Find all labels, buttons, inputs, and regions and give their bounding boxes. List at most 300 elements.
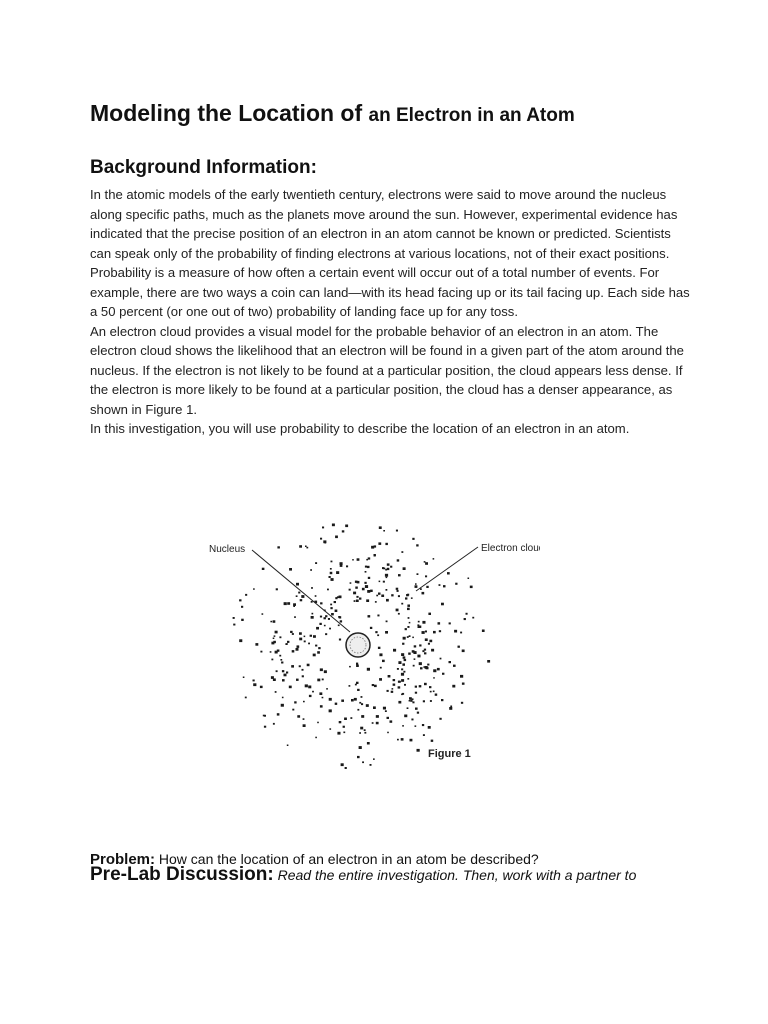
electron-cloud-diagram — [200, 505, 540, 815]
problem-label: Problem: — [90, 851, 156, 868]
electron-dot — [357, 689, 360, 691]
page-title — [90, 92, 575, 129]
electron-dot — [311, 587, 313, 589]
electron-dot — [324, 625, 326, 627]
electron-dot — [414, 658, 416, 660]
electron-dot — [262, 613, 264, 615]
electron-dot — [368, 577, 370, 579]
electron-dot — [320, 705, 323, 707]
electron-dot — [351, 699, 354, 702]
electron-dot — [350, 717, 352, 719]
electron-dot — [462, 683, 465, 685]
electron-dot — [373, 706, 376, 709]
electron-dot — [397, 739, 399, 741]
electron-dot — [398, 661, 401, 664]
electron-dot — [440, 658, 442, 660]
electron-dot — [319, 623, 321, 625]
electron-dot — [356, 663, 358, 665]
electron-dot — [305, 684, 308, 687]
electron-dot — [332, 524, 335, 527]
electron-dot — [409, 635, 411, 637]
electron-dot — [382, 567, 384, 569]
electron-dot — [407, 608, 410, 610]
electron-dot — [382, 660, 385, 662]
electron-dot — [428, 726, 431, 729]
electron-dot — [303, 718, 305, 720]
electron-dot — [466, 613, 468, 615]
electron-dot — [271, 659, 273, 661]
electron-dot — [383, 581, 385, 583]
electron-dot — [420, 667, 423, 669]
electron-dot — [359, 732, 361, 734]
electron-dot — [398, 613, 400, 615]
electron-dot — [398, 701, 401, 704]
electron-dot — [441, 699, 443, 701]
electron-dot — [253, 680, 255, 682]
electron-dot — [273, 678, 276, 681]
electron-dot — [413, 665, 415, 667]
electron-dot — [461, 702, 463, 704]
electron-dot — [329, 728, 331, 730]
electron-dot — [387, 563, 390, 565]
electron-dot — [308, 643, 310, 645]
electron-dot — [279, 655, 281, 657]
electron-cloud-label: Electron cloud — [481, 543, 540, 554]
electron-dot — [239, 599, 241, 601]
electron-dot — [335, 597, 337, 599]
electron-dot — [362, 761, 364, 763]
electron-dot — [335, 703, 338, 705]
electron-dot — [320, 668, 323, 671]
electron-dot — [449, 707, 452, 710]
electron-dot — [299, 545, 302, 548]
electron-dot — [370, 764, 372, 766]
electron-dot — [275, 631, 278, 634]
electron-dot — [356, 596, 358, 598]
electron-dot — [355, 581, 358, 583]
electron-dot — [462, 650, 465, 653]
electron-dot — [397, 668, 399, 670]
electron-dot — [356, 682, 359, 684]
electron-dot — [411, 597, 413, 599]
prelab-discussion — [90, 864, 636, 886]
electron-dot — [357, 558, 360, 561]
electron-dot — [415, 585, 418, 588]
electron-dot — [409, 700, 411, 702]
electron-dot — [376, 715, 379, 718]
electron-dot — [403, 671, 405, 673]
electron-dot — [329, 698, 332, 701]
electron-dot — [279, 636, 281, 638]
electron-dot — [277, 713, 280, 715]
electron-dot — [356, 600, 359, 603]
electron-dot — [447, 572, 450, 574]
electron-dot — [429, 640, 432, 643]
electron-dot — [275, 691, 277, 693]
electron-dot — [411, 719, 413, 721]
electron-dot — [317, 651, 320, 654]
electron-dot — [296, 679, 299, 681]
electron-dot — [341, 763, 344, 766]
electron-dot — [304, 641, 306, 643]
electron-dot — [342, 530, 345, 532]
electron-dot — [472, 617, 474, 619]
electron-dot — [422, 592, 425, 595]
electron-dot — [365, 585, 368, 588]
background-text — [90, 185, 690, 439]
electron-dot — [437, 668, 440, 671]
electron-dot — [391, 594, 393, 596]
electron-dot — [376, 722, 379, 725]
electron-dot — [404, 659, 407, 661]
electron-dot — [233, 624, 235, 626]
electron-dot — [357, 756, 360, 758]
electron-dot — [409, 622, 411, 624]
electron-dot — [367, 566, 370, 568]
electron-dot — [415, 725, 417, 727]
electron-dot — [281, 662, 283, 664]
electron-dot — [339, 616, 342, 618]
paragraph-investigation: In this investigation, you will use probability to describe the location of an electron in an atom. — [90, 421, 630, 436]
electron-dot — [317, 679, 320, 682]
electron-dot — [315, 645, 317, 647]
electron-dot — [482, 630, 485, 633]
electron-dot — [450, 706, 452, 708]
electron-dot — [320, 602, 322, 604]
electron-dot — [336, 571, 339, 574]
electron-dot — [273, 641, 276, 643]
electron-dot — [387, 568, 390, 570]
electron-dot — [317, 722, 319, 724]
electron-dot — [320, 616, 322, 618]
electron-dot — [319, 647, 321, 649]
electron-dot — [415, 708, 418, 710]
electron-dot — [284, 674, 287, 677]
electron-dot — [455, 583, 457, 585]
electron-dot — [260, 686, 263, 688]
prelab-label: Pre-Lab Discussion: — [90, 864, 274, 885]
electron-dot — [418, 626, 420, 628]
electron-dot — [313, 654, 316, 657]
electron-dot — [329, 709, 332, 712]
electron-dot — [296, 595, 298, 597]
nucleus-label: Nucleus — [209, 544, 246, 555]
electron-dot — [282, 679, 285, 681]
electron-dot — [350, 582, 352, 584]
electron-dot — [401, 668, 403, 670]
electron-dot — [277, 546, 280, 548]
electron-dot — [414, 645, 417, 647]
electron-dot — [302, 675, 304, 677]
electron-dot — [327, 589, 329, 591]
electron-dot — [281, 704, 284, 707]
electron-dot — [387, 732, 389, 734]
electron-dot — [315, 562, 317, 564]
electron-dot — [325, 615, 327, 617]
electron-dot — [352, 559, 354, 560]
electron-dot — [410, 739, 413, 742]
electron-dot — [291, 665, 294, 668]
electron-dot — [377, 634, 379, 636]
electron-dot — [419, 644, 421, 646]
electron-dot — [417, 573, 419, 575]
electron-dot — [280, 659, 282, 661]
electron-dot — [354, 600, 356, 602]
electron-dot — [306, 547, 308, 549]
electron-dot — [431, 740, 434, 742]
paragraph-electron-cloud: An electron cloud provides a visual model for the probable behavior of an electron in an atom. The electron cloud shows the likelihood that an electron will be found in a given part of the atom around the nucleus. If the electron is not likely to be found at a particular position, the cloud appears less dense. If the electron is more likely to be found at a particular position, the cloud has a denser appearance, as shown in Figure 1. — [90, 323, 684, 417]
electron-dot — [377, 615, 379, 617]
background-heading: Background Information: — [90, 157, 317, 178]
electron-dot — [345, 525, 348, 528]
electron-dot — [299, 665, 301, 667]
electron-dot — [385, 710, 387, 712]
electron-dot — [307, 664, 310, 667]
electron-dot — [339, 639, 341, 641]
electron-dot — [315, 595, 317, 597]
electron-dot — [354, 698, 357, 701]
electron-dot — [361, 715, 364, 718]
electron-dot — [438, 622, 441, 624]
electron-dot — [319, 692, 322, 695]
electron-dot — [331, 578, 334, 581]
electron-dot — [325, 633, 327, 635]
electron-dot — [428, 643, 430, 645]
electron-dot — [397, 590, 399, 592]
electron-dot — [383, 530, 385, 532]
electron-dot — [430, 691, 432, 693]
electron-dot — [356, 665, 359, 668]
electron-dot — [398, 681, 400, 683]
electron-dot — [339, 596, 342, 599]
prelab-text: Read the entire investigation. Then, work with a partner to — [273, 867, 637, 883]
electron-dot — [425, 638, 428, 641]
electron-dot — [303, 701, 305, 703]
electron-dot — [294, 616, 296, 618]
electron-dot — [316, 627, 319, 630]
electron-dot — [378, 542, 381, 545]
electron-dot — [441, 603, 444, 606]
electron-dot — [453, 665, 456, 667]
electron-dot — [273, 723, 275, 725]
electron-dot — [286, 643, 288, 645]
electron-dot — [322, 679, 324, 681]
electron-dot — [378, 593, 381, 595]
electron-dot — [425, 575, 427, 577]
electron-dot — [428, 613, 431, 615]
electron-dot — [309, 695, 312, 697]
electron-dot — [301, 595, 304, 598]
electron-dot — [233, 617, 235, 619]
electron-dot — [417, 712, 419, 714]
electron-dot — [311, 601, 313, 603]
electron-dot — [412, 698, 414, 700]
electron-dot — [401, 673, 404, 676]
electron-dot — [401, 653, 404, 656]
electron-dot — [359, 702, 361, 704]
electron-dot — [296, 648, 299, 651]
electron-dot — [460, 675, 463, 678]
electron-dot — [458, 646, 460, 648]
electron-dot — [388, 675, 391, 678]
electron-dot — [353, 592, 356, 595]
electron-dot — [373, 758, 375, 760]
electron-dot — [287, 641, 289, 643]
electron-dot — [385, 574, 388, 577]
electron-dot — [390, 720, 393, 722]
electron-dot — [409, 697, 412, 700]
electron-dot — [403, 656, 406, 658]
electron-dot — [312, 613, 314, 615]
electron-dot — [433, 691, 435, 693]
electron-dot — [335, 536, 338, 539]
electron-dot — [305, 546, 307, 548]
electron-dot — [398, 574, 401, 576]
electron-dot — [367, 742, 370, 745]
electron-dot — [403, 567, 406, 570]
electron-dot — [367, 668, 370, 671]
electron-dot — [380, 667, 382, 669]
electron-dot — [366, 704, 369, 707]
problem-text: How can the location of an electron in an atom be described? — [155, 851, 539, 867]
electron-dot — [375, 631, 377, 633]
electron-dot — [255, 643, 258, 646]
electron-dot — [419, 685, 422, 687]
electron-dot — [378, 647, 381, 649]
electron-dot — [287, 602, 290, 605]
electron-dot — [374, 545, 377, 547]
electron-dot — [404, 715, 407, 718]
electron-dot — [460, 632, 462, 634]
electron-dot — [298, 592, 300, 594]
nucleus-pointer-line — [252, 550, 350, 632]
electron-dot — [329, 628, 331, 630]
electron-dot — [292, 633, 294, 635]
electron-dot — [407, 594, 409, 596]
electron-dot — [424, 649, 426, 651]
electron-dot — [403, 637, 406, 640]
electron-dot — [241, 606, 243, 608]
electron-dot — [239, 639, 242, 642]
electron-dot — [468, 578, 470, 580]
electron-dot — [357, 709, 359, 711]
electron-dot — [423, 734, 425, 736]
electron-dot — [292, 650, 295, 652]
electron-dot — [368, 557, 371, 559]
electron-dot — [337, 732, 340, 735]
electron-dot — [392, 688, 394, 690]
electron-dot — [454, 630, 457, 633]
electron-dot — [387, 717, 390, 719]
electron-dot — [418, 621, 420, 623]
electron-dot — [398, 595, 400, 597]
electron-dot — [324, 617, 326, 619]
electron-dot — [372, 684, 374, 686]
electron-dot — [393, 649, 396, 652]
electron-dot — [449, 622, 451, 624]
electron-dot — [330, 572, 333, 574]
electron-dot — [344, 718, 347, 721]
electron-dot — [365, 571, 367, 573]
electron-dot — [408, 617, 410, 619]
electron-dot — [402, 663, 405, 665]
electron-dot — [425, 562, 428, 565]
electron-dot — [396, 588, 399, 590]
electron-dot — [402, 643, 404, 645]
electron-dot — [433, 669, 436, 672]
electron-dot — [412, 538, 414, 540]
cloud-pointer-line — [416, 547, 478, 591]
electron-dot — [387, 690, 389, 692]
electron-dot — [415, 583, 417, 585]
electron-dot — [345, 767, 347, 769]
electron-dot — [245, 594, 247, 596]
electron-dot — [416, 544, 418, 546]
electron-dot — [417, 655, 420, 658]
electron-dot — [253, 683, 256, 686]
electron-dot — [253, 588, 255, 590]
electron-dot — [419, 662, 422, 665]
electron-dot — [293, 603, 296, 606]
electron-dot — [315, 737, 317, 739]
electron-dot — [282, 697, 284, 699]
electron-dot — [324, 670, 327, 673]
electron-dot — [402, 725, 404, 727]
electron-dot — [270, 651, 272, 653]
electron-dot — [276, 670, 278, 672]
electron-dot — [299, 632, 302, 635]
electron-dot — [329, 576, 331, 578]
electron-dot — [294, 701, 296, 703]
electron-dot — [376, 595, 378, 597]
electron-dot — [289, 568, 292, 571]
electron-dot — [379, 678, 382, 681]
electron-dot — [385, 543, 388, 545]
electron-dot — [405, 597, 407, 599]
electron-dot — [401, 679, 404, 682]
electron-dot — [402, 693, 404, 695]
electron-dot — [366, 559, 368, 561]
electron-dot — [364, 729, 366, 731]
electron-dot — [430, 700, 432, 702]
electron-dot — [429, 686, 431, 688]
electron-dot — [274, 635, 276, 637]
electron-dot — [299, 638, 302, 641]
electron-dot — [383, 707, 386, 710]
electron-dot — [415, 686, 417, 688]
electron-dot — [379, 526, 382, 529]
electron-dot — [241, 619, 244, 621]
electron-dot — [359, 598, 361, 600]
figure-1 — [200, 505, 540, 815]
electron-dot — [245, 697, 247, 699]
electron-dot — [431, 649, 434, 652]
electron-dot — [339, 721, 342, 723]
electron-dot — [364, 732, 366, 734]
electron-dot — [449, 661, 452, 663]
electron-dot — [375, 601, 377, 603]
electron-dot — [412, 637, 414, 639]
electron-dot — [422, 621, 425, 624]
electron-dot — [396, 530, 398, 532]
electron-dot — [260, 651, 262, 653]
electron-dot — [289, 686, 292, 689]
electron-dot — [386, 599, 389, 602]
electron-dot — [439, 630, 441, 632]
electron-dot — [292, 709, 294, 711]
electron-dot — [308, 686, 311, 689]
paragraph-probability: Probability is a measure of how often a certain event will occur out of a total number of events. For example, there are two ways a coin can land—with its head facing up or its tail facing up. Each side has a 50 percent (or one out of two) probability of landing face up for any toss. — [90, 265, 690, 319]
